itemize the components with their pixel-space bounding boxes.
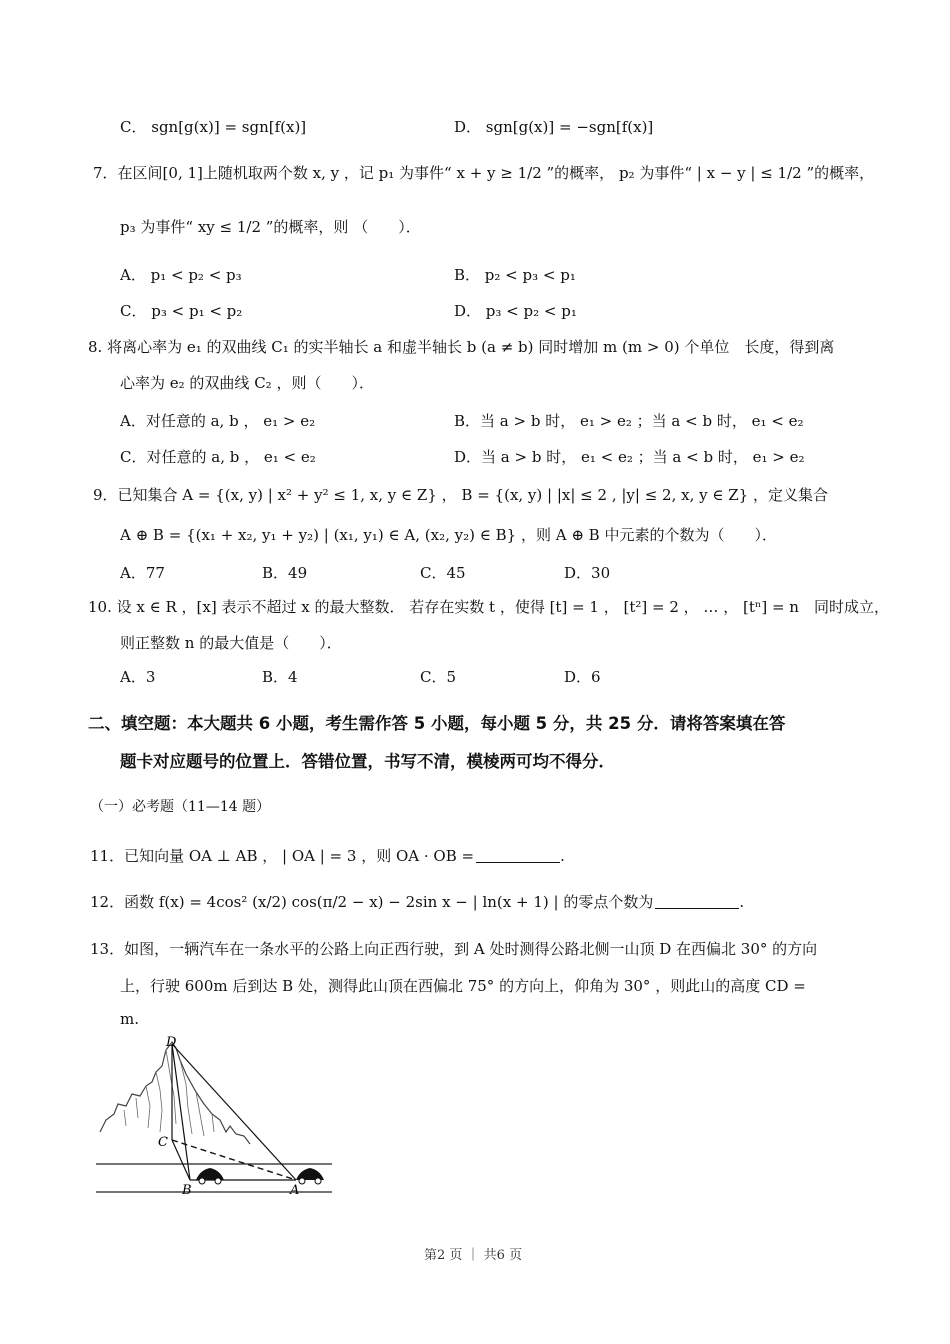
q10-option-c: C．5: [420, 668, 457, 686]
section2-subheading: （一）必考题（11—14 题）: [90, 799, 271, 815]
q12: [90, 891, 744, 912]
q8-option-c: C．对任意的 a, b ， e₁ < e₂: [120, 448, 316, 466]
q11: [90, 845, 565, 866]
q10-stem-line2: 则正整数 n 的最大值是（ ）．: [120, 634, 342, 652]
q13-line1: 13．如图，一辆汽车在一条水平的公路上向正西行驶，到 A 处时测得公路北侧一山顶 D 在西偏北 30° 的方向: [90, 940, 818, 958]
car-wheel-icon: [199, 1178, 205, 1184]
q10-option-d: D．6: [564, 668, 601, 686]
page-footer: 第2 页 ｜ 共6 页: [424, 1248, 523, 1263]
q12-answer-blank[interactable]: [655, 894, 739, 909]
q8-stem-line2: 心率为 e₂ 的双曲线 C₂ ，则（ ）．: [120, 374, 374, 392]
q6-option-d: D． sgn[g(x)] = −sgn[f(x)]: [454, 118, 654, 136]
q10-stem-line1: 10. 设 x ∈ R ，[x] 表示不超过 x 的最大整数． 若存在实数 t ，使得 [t] = 1 ， [t²] = 2 ， … ， [tⁿ] = n 同时成立，: [88, 598, 889, 616]
q6-option-c: C． sgn[g(x)] = sgn[f(x)]: [120, 118, 307, 136]
label-a: A: [290, 1183, 300, 1198]
q10-option-a: A．3: [120, 668, 156, 686]
car-wheel-icon: [215, 1178, 221, 1184]
q10-option-b: B．4: [262, 668, 298, 686]
mountain-texture: [124, 1050, 214, 1136]
q7-option-b: B． p₂ < p₃ < p₁: [454, 266, 576, 284]
q12-text: 12．函数 f(x) = 4cos² (x/2) cos(π/2 − x) − 2sin x − | ln(x + 1) | 的零点个数为: [90, 893, 654, 911]
q9-stem-line1: 9．已知集合 A = {(x, y) | x² + y² ≤ 1, x, y ∈ Z} ， B = {(x, y) | |x| ≤ 2 , |y| ≤ 2, x, y ∈ Z} ，定义集合: [93, 486, 828, 504]
label-b: B: [182, 1183, 192, 1198]
q9-option-a: A．77: [120, 564, 165, 582]
label-d: D: [166, 1035, 177, 1050]
q9-option-c: C．45: [420, 564, 466, 582]
mountain-outline: [100, 1042, 250, 1144]
q8-option-b: B．当 a > b 时， e₁ > e₂ ；当 a < b 时， e₁ < e₂: [454, 412, 804, 430]
car-wheel-icon: [315, 1178, 321, 1184]
q7-stem-line1: 7．在区间[0, 1]上随机取两个数 x, y ，记 p₁ 为事件“ x + y ≥ 1/2 ”的概率， p₂ 为事件“ | x − y | ≤ 1/2 ”的概率，: [93, 164, 875, 182]
q7-option-d: D． p₃ < p₂ < p₁: [454, 302, 577, 320]
q8-option-d: D．当 a > b 时， e₁ < e₂ ；当 a < b 时， e₁ > e₂: [454, 448, 805, 466]
q9-stem-line2: A ⊕ B = {(x₁ + x₂, y₁ + y₂) | (x₁, y₁) ∈ A, (x₂, y₂) ∈ B} ，则 A ⊕ B 中元素的个数为（ ）．: [120, 526, 777, 544]
q13-line3: m.: [120, 1010, 139, 1028]
mountain-road-figure: [96, 1034, 332, 1198]
q8-option-a: A．对任意的 a, b ， e₁ > e₂: [120, 412, 316, 430]
section2-heading-line2: 题卡对应题号的位置上．答错位置，书写不清，模棱两可均不得分．: [120, 752, 615, 771]
q9-option-d: D．30: [564, 564, 611, 582]
q13-line2: 上，行驶 600m 后到达 B 处，测得此山顶在西偏北 75° 的方向上，仰角为 30° ，则此山的高度 CD =: [120, 977, 806, 995]
q11-text: 11．已知向量 OA ⊥ AB ， | OA | = 3 ，则 OA · OB =: [90, 847, 475, 865]
q7-option-a: A． p₁ < p₂ < p₃: [120, 266, 242, 284]
q8-stem-line1: 8. 将离心率为 e₁ 的双曲线 C₁ 的实半轴长 a 和虚半轴长 b (a ≠ b) 同时增加 m (m > 0) 个单位 长度，得到离: [88, 338, 835, 356]
q9-option-b: B．49: [262, 564, 308, 582]
q7-stem-line2: p₃ 为事件“ xy ≤ 1/2 ”的概率，则 （ ）．: [120, 218, 421, 236]
section2-heading-line1: 二、填空题：本大题共 6 小题，考生需作答 5 小题，每小题 5 分，共 25 分．请将答案填在答: [88, 714, 786, 733]
q12-tail: .: [739, 893, 745, 911]
q7-option-c: C． p₃ < p₁ < p₂: [120, 302, 243, 320]
q11-tail: .: [560, 847, 565, 865]
label-c: C: [158, 1135, 168, 1150]
q11-answer-blank[interactable]: [476, 848, 560, 863]
car-wheel-icon: [299, 1178, 305, 1184]
